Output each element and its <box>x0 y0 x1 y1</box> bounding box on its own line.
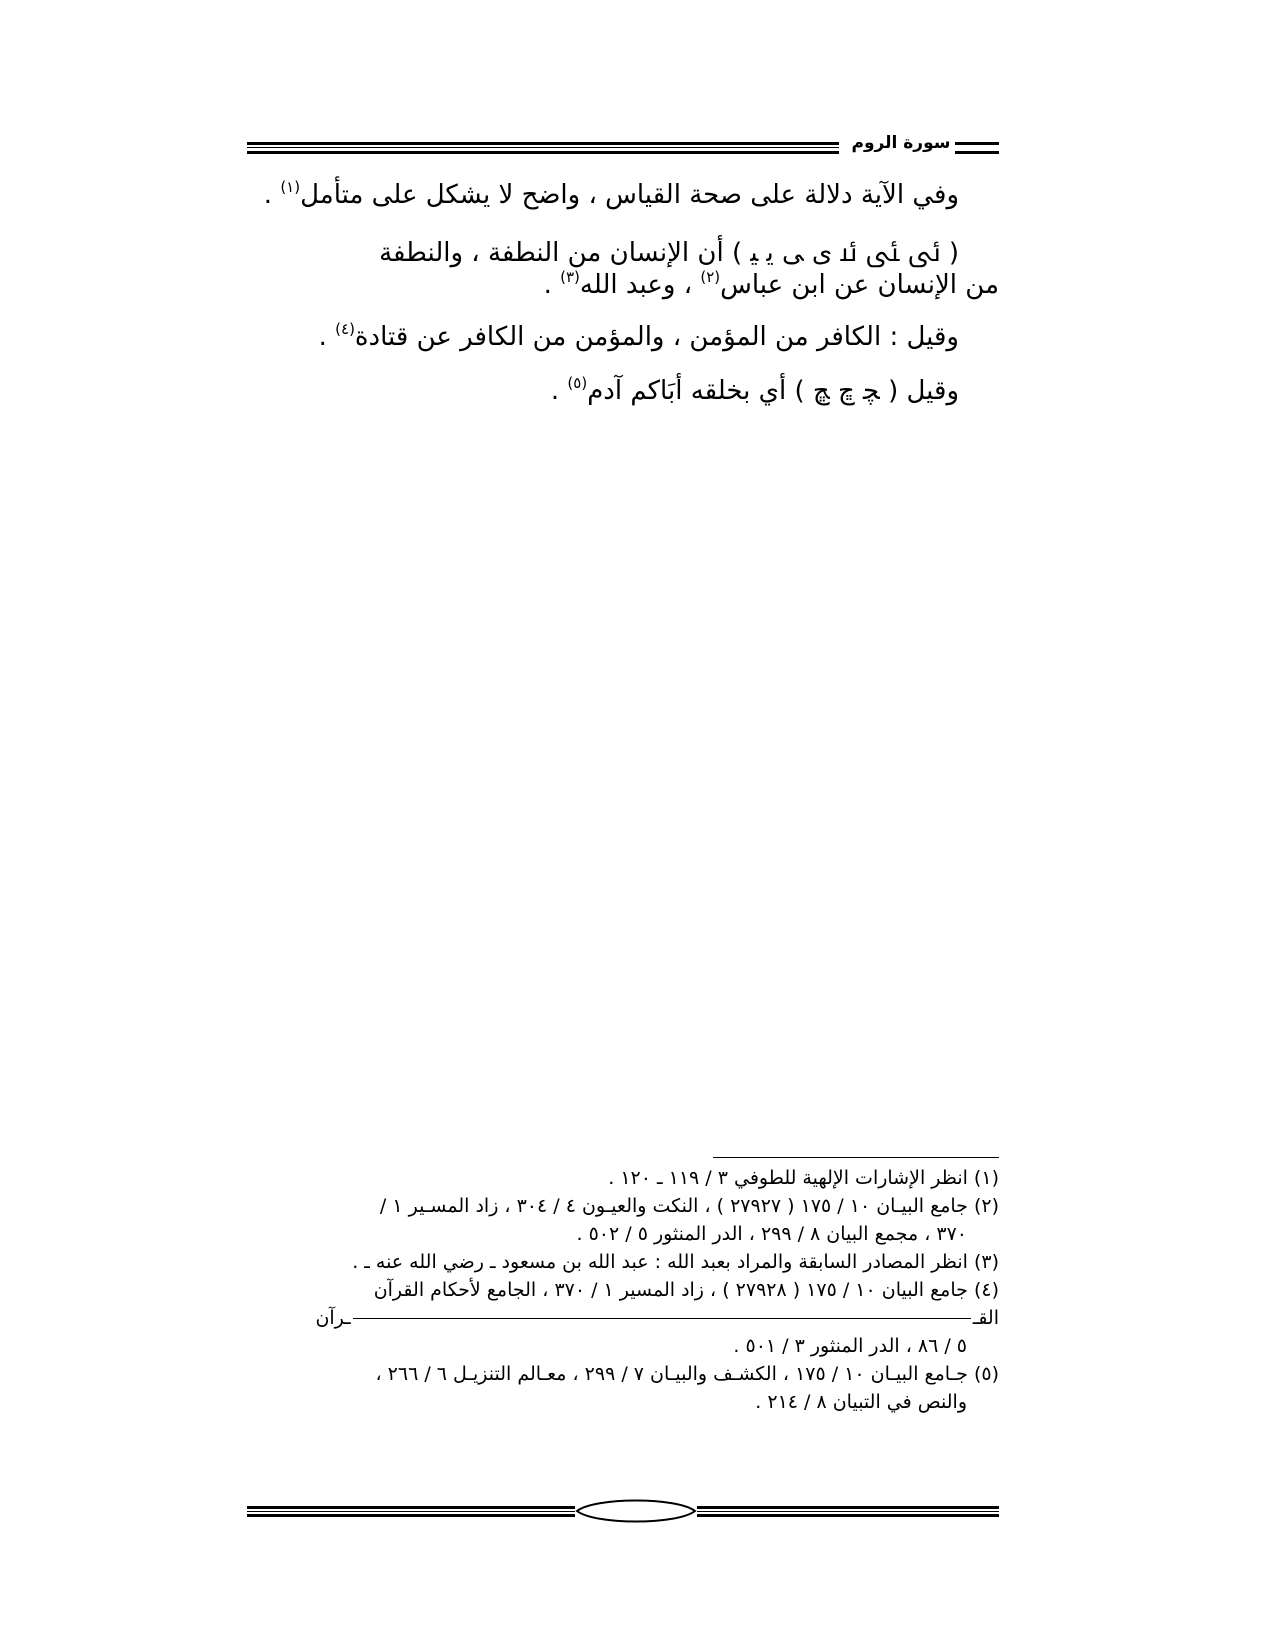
footnote-ref-2: (٢) <box>700 268 721 286</box>
footnote-4-line-3 <box>247 1332 999 1360</box>
footnote-ref-3: (٣) <box>560 268 580 286</box>
paragraph-2-line-2-b: ، وعبد الله <box>579 270 701 300</box>
footnote-5-line-2-text: والنص في التبيان ٨ / ٢١٤ . <box>755 1391 967 1413</box>
footnote-4-stretch-line <box>353 1318 971 1319</box>
footer-rule-left <box>247 1506 575 1517</box>
paragraph-1-end: . <box>263 180 281 210</box>
paragraph-2-line-2 <box>544 268 999 300</box>
footnote-4-line-2-b: ـرآن <box>315 1307 351 1329</box>
page-header <box>247 128 999 168</box>
footnote-2-line-2 <box>247 1220 999 1248</box>
paragraph-4-end: . <box>550 376 568 406</box>
footnote-4-line-1: (٤) جامع البيان ١٠ / ١٧٥ ( ٢٧٩٢٨ ) ، زاد المسير ١ / ٣٧٠ ، الجامع لأحكام القرآن <box>373 1279 999 1301</box>
paragraph-3-end: . <box>318 322 336 352</box>
paragraph-4-text: وقيل ( ﭽ ﭾ ﭿ ) أي بخلقه أبَاكم آدم <box>587 376 959 406</box>
paragraph-4 <box>551 374 959 406</box>
header-rule-left <box>247 142 839 154</box>
footnote-2-line-1: (٢) جامع البيـان ١٠ / ١٧٥ ( ٢٧٩٢٧ ) ، النكت والعيـون ٤ / ٣٠٤ ، زاد المسـير ١ / <box>379 1195 999 1217</box>
footnote-ref-4: (٤) <box>335 320 355 338</box>
page-number-oval <box>575 1496 697 1526</box>
footnote-separator <box>713 1157 999 1158</box>
footnotes <box>247 1164 999 1416</box>
surah-title: سورة الروم <box>851 133 951 153</box>
footnote-1: (١) انظر الإشارات الإلهية للطوفي ٣ / ١١٩ ـ ١٢٠ . <box>608 1167 999 1189</box>
footnote-5-line-1: (٥) جـامع البيـان ١٠ / ١٧٥ ، الكشـف والبيـان ٧ / ٢٩٩ ، معـالم التنزيـل ٦ / ٢٦٦ ، <box>375 1363 999 1385</box>
paragraph-2-line-1-text: ( ﯹ ﯺ ﯻ ﯼ ﯽ ﯾ ﯿ ) أن الإنسان من النطفة ، والنطفة <box>379 238 959 268</box>
paragraph-2-end: . <box>543 270 561 300</box>
footer-rule-right <box>697 1506 999 1517</box>
paragraph-1 <box>264 178 959 210</box>
footnote-4-line-2 <box>247 1304 999 1332</box>
paragraph-3-text: وقيل : الكافر من المؤمن ، والمؤمن من الكافر عن قتادة <box>354 322 959 352</box>
footnote-ref-5: (٥) <box>567 374 588 392</box>
footnote-ref-1: (١) <box>280 178 301 196</box>
page-footer <box>247 1496 999 1526</box>
paragraph-1-text: وفي الآية دلالة على صحة القياس ، واضح لا يشكل على متأمل <box>300 180 959 210</box>
footnote-3: (٣) انظر المصادر السابقة والمراد بعبد الله : عبد الله بن مسعود ـ رضي الله عنه ـ . <box>352 1251 999 1273</box>
paragraph-3 <box>319 320 959 352</box>
header-rule-right <box>955 142 999 154</box>
footnote-4-line-2-a: القـ <box>972 1307 999 1329</box>
paragraph-2-line-2-a: من الإنسان عن ابن عباس <box>720 270 999 300</box>
footnote-4-line-3-text: ٥ / ٨٦ ، الدر المنثور ٣ / ٥٠١ . <box>733 1335 967 1357</box>
footnote-5-line-2 <box>247 1388 999 1416</box>
footnote-2-line-2-text: ٣٧٠ ، مجمع البيان ٨ / ٢٩٩ ، الدر المنثور ٥ / ٥٠٢ . <box>576 1223 967 1245</box>
